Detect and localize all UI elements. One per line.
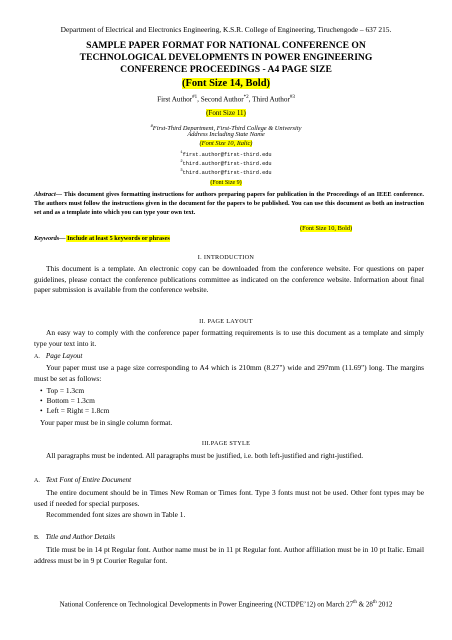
- subsection-title-author: [34, 533, 115, 541]
- email-sup: 2: [180, 160, 183, 164]
- footer-sup: th: [372, 600, 377, 605]
- email-sup: 3: [180, 169, 183, 173]
- keywords: [34, 235, 170, 242]
- author-first: First Author: [157, 95, 193, 104]
- abstract-text: This document gives formatting instructions for authors preparing papers for publication in the Proceedings of an IEEE conference. The authors must follow the instructions given in the document for the papers to be published. You can use this document as both an instruction set and as a template into which you can type your own text.: [34, 191, 424, 216]
- page-size-paragraph: Your paper must use a page size corresponding to A4 which is 210mm (8.27") wide and 297mm (11.69") long. The margins must be set as follows:: [34, 363, 424, 383]
- list-item: • Left = Right = 1.8cm: [40, 406, 109, 416]
- font-note-abstract: [300, 225, 352, 232]
- author-first-sup: #1: [192, 95, 198, 100]
- author-second: , Second Author: [197, 95, 244, 104]
- page-header: Department of Electrical and Electronics Engineering, K.S.R. College of Engineering, Tiruchengode – 637 215.: [60, 25, 392, 34]
- font-note-email-text: (Font Size 9): [210, 180, 242, 186]
- abstract: [34, 190, 424, 217]
- font-note-title: [0, 78, 452, 89]
- section-heading-page-layout: II. PAGE LAYOUT: [199, 318, 253, 325]
- font-sizes-note: Recommended font sizes are shown in Table 1.: [46, 510, 186, 519]
- keywords-label: Keywords—: [34, 235, 66, 242]
- title-line: TECHNOLOGICAL DEVELOPMENTS IN POWER ENGINEERING: [79, 52, 373, 63]
- author-second-sup: *2: [243, 95, 249, 100]
- footer-amp: & 28: [356, 600, 373, 609]
- font-note-email: [0, 180, 452, 186]
- page-layout-paragraph: An easy way to comply with the conference paper formatting requirements is to use this document as a template and simply type your text into it.: [34, 328, 424, 348]
- title-line: SAMPLE PAPER FORMAT FOR NATIONAL CONFERENCE ON: [86, 40, 366, 51]
- email-sup: 1: [180, 151, 183, 155]
- affiliation-sup: #: [150, 123, 153, 128]
- footer-sup: th: [353, 600, 357, 605]
- page-style-paragraph: All paragraphs must be indented. All paragraphs must be justified, i.e. both left-justified and right-justified.: [46, 451, 364, 460]
- single-column-note: Your paper must be in single column format.: [40, 418, 173, 427]
- author-line: [0, 95, 452, 103]
- font-note-abstract-text: (Font Size 10, Bold): [300, 225, 353, 232]
- subsection-number: B.: [34, 535, 40, 541]
- subsection-text-font: [34, 476, 131, 484]
- email-text: third.author@first-third.edu: [182, 169, 272, 176]
- introduction-paragraph: This document is a template. An electronic copy can be downloaded from the conference website. For questions on paper guidelines, please contact the conference publications committee as indicated on the conference website. Information about final paper submission is available from the conference website.: [34, 264, 424, 294]
- font-note-affiliation: [0, 140, 452, 147]
- list-item: • Top = 1.3cm: [40, 386, 109, 396]
- paper-title: [10, 40, 442, 76]
- subsection-number: A.: [34, 478, 40, 484]
- email-text: first.author@first-third.edu: [182, 151, 272, 158]
- affiliation-text: First-Third Department, First-Third College & University: [152, 125, 302, 133]
- abstract-label: Abstract—: [34, 191, 62, 198]
- section-heading-introduction: I. INTRODUCTION: [197, 254, 255, 261]
- footer-text: National Conference on Technological Developments in Power Engineering (NCTDPE’12) on March 27: [59, 600, 354, 609]
- footer-year: 2012: [376, 600, 393, 609]
- font-note-authors: [0, 109, 452, 117]
- affiliation-line-2: Address Including State Name: [187, 131, 265, 138]
- list-item: • Bottom = 1.3cm: [40, 396, 109, 406]
- title-author-paragraph: Title must be in 14 pt Regular font. Author name must be in 11 pt Regular font. Author affiliation must be in 10 pt Italic. Email address must be in 9 pt Courier Regular font.: [34, 545, 424, 565]
- subsection-title: Title and Author Details: [45, 533, 116, 541]
- email-line: [0, 169, 452, 176]
- page-footer: [0, 600, 452, 608]
- email-line: [0, 151, 452, 158]
- email-line: [0, 160, 452, 167]
- email-text: third.author@first-third.edu: [182, 160, 272, 167]
- author-third-sup: #3: [289, 95, 295, 100]
- keywords-text: Include at least 5 keywords or phrases: [65, 235, 170, 242]
- font-note-title-text: (Font Size 14, Bold): [181, 78, 271, 89]
- font-note-authors-text: (Font Size 11): [206, 109, 246, 117]
- subsection-title: Page Layout: [45, 352, 83, 360]
- text-font-paragraph: The entire document should be in Times New Roman or Times font. Type 3 fonts must not be used. Other font types may be used if needed for special purposes.: [34, 488, 424, 508]
- subsection-page-layout: [34, 352, 82, 360]
- margin-list: [40, 386, 109, 416]
- author-third: , Third Author: [248, 95, 290, 104]
- title-line: CONFERENCE PROCEEDINGS - A4 PAGE SIZE: [120, 64, 332, 75]
- subsection-number: A.: [34, 354, 40, 360]
- subsection-title: Text Font of Entire Document: [45, 476, 132, 484]
- font-note-affiliation-text: (Font Size 10, Italic): [199, 140, 253, 147]
- section-heading-page-style: III.PAGE STYLE: [201, 440, 251, 447]
